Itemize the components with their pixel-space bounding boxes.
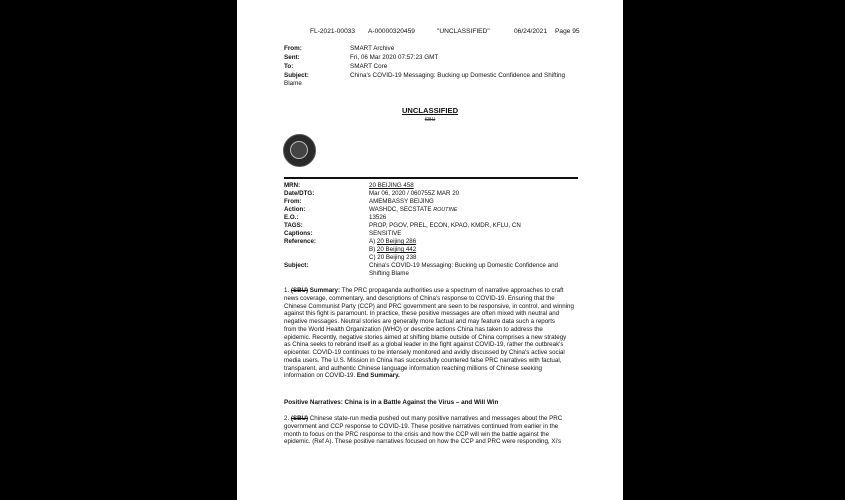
email-to-label: To:: [284, 63, 294, 70]
summary-line: against this fight is paramount. In practice, these positive messages are often mixed with neutral and: [284, 310, 560, 318]
email-from-label: From:: [284, 45, 302, 52]
subject-line1: China's COVID-19 Messaging: Bucking up Domestic Confidence and: [369, 262, 558, 269]
para2-line: epidemic. (Ref A). These positive narratives focused on how the CCP and PRC were responding, Xi's: [284, 438, 562, 446]
email-from-value: SMART Archive: [350, 45, 395, 52]
state-department-seal-icon: [283, 134, 316, 167]
reference-c: C) 20 Beijing 238: [369, 254, 417, 261]
summary-line: transparent, and authentic Chinese language information reaching millions of Chinese seeking: [284, 364, 542, 372]
header-date: 06/24/2021: [514, 28, 548, 35]
summary-line: negative messages. Neutral stories are generally more factual and may feature data such a reports: [284, 318, 556, 325]
unclassified-marking: UNCLASSIFIED: [401, 106, 459, 115]
subject-line2: Shifting Blame: [369, 270, 409, 277]
summary-line: epidemic. Recently, negative stories aimed at shifting blame outside of China comprises a new strategy: [284, 333, 567, 341]
date-label: Date/DTG:: [284, 190, 315, 197]
captions-label: Captions:: [284, 230, 313, 237]
action-value: WASHDC, SECSTATE ROUTINE: [369, 206, 458, 213]
email-subject-label: Subject:: [284, 72, 309, 79]
from-label: From:: [284, 198, 302, 205]
summary-line: from the World Health Organization (WHO) or describe actions China has taken to address the: [284, 325, 543, 333]
date-value: Mar 06, 2020 / 060755Z MAR 20: [369, 190, 460, 197]
eo-label: E.O.:: [284, 214, 299, 221]
action-label: Action:: [284, 206, 306, 213]
summary-paragraph: [284, 287, 580, 380]
tags-value: PROP, PGOV, PREL, ECON, KPAO, KMDR, KFLU, CN: [369, 222, 521, 229]
sbu-marking: SBU: [424, 117, 436, 123]
summary-line: information on COVID-19. End Summary.: [284, 372, 400, 380]
email-sent-value: Fri, 06 Mar 2020 07:57:23 GMT: [350, 54, 439, 61]
summary-line: epicenter. COVID-19 continues to be intensely monitored and avidly discussed by China's active social: [284, 349, 565, 356]
tags-label: TAGS:: [284, 222, 303, 229]
paragraph-2: [284, 415, 580, 446]
mrn-value[interactable]: 20 BEIJING 458: [369, 182, 414, 189]
summary-line: Chinese Communist Party (CCP) and PRC government are seen to be responsive, in control, and winning: [284, 302, 574, 310]
para2-line: 2. (SBU) Chinese state-run media pushed out many positive narratives and messages about the PRC: [284, 415, 563, 422]
reference-label: Reference:: [284, 238, 316, 245]
captions-value: SENSITIVE: [369, 230, 402, 237]
reference-b[interactable]: B) 20 Beijing 442: [369, 246, 417, 253]
email-sent-label: Sent:: [284, 54, 300, 61]
summary-line: news coverage, commentary, and descriptions of China's response to COVID-19. Ensuring that the: [284, 294, 555, 302]
para2-line: month to focus on the PRC response to the crisis and how the CCP will win the battle against the: [284, 430, 550, 438]
document-page: [237, 0, 623, 500]
email-subject-line1: China's COVID-19 Messaging: Bucking up Domestic Confidence and Shifting: [350, 72, 566, 79]
email-to-value: SMART Core: [350, 63, 388, 70]
summary-line: media users. The U.S. Mission in China has successfully countered false PRC narratives with factual,: [284, 356, 562, 364]
para2-line: government and CCP response to COVID-19. These positive narratives continued from earlier in the: [284, 422, 559, 430]
from-value: AMEMBASSY BEIJING: [369, 198, 434, 205]
doc-number: FL-2021-00033: [310, 28, 356, 35]
ref-number: A-00000320459: [368, 28, 415, 35]
summary-line: as China seeks to rebrand itself as a global leader in the fight against COVID-19, rather the outbreak's: [284, 341, 564, 349]
header-classification: "UNCLASSIFIED": [437, 28, 490, 35]
summary-line: 1. (SBU) Summary: The PRC propaganda authorities use a spectrum of narrative approaches to craft: [284, 287, 564, 294]
divider-rule: [284, 177, 578, 179]
email-subject-line2: Blame: [284, 80, 302, 87]
page-number: Page 95: [555, 28, 580, 35]
section-heading: Positive Narratives: China is in a Battle Against the Virus – and Will Win: [284, 399, 499, 406]
mrn-label: MRN:: [284, 182, 301, 189]
reference-a[interactable]: A) 20 Beijing 286: [369, 238, 417, 245]
eo-value: 13526: [369, 214, 387, 221]
subject-label: Subject:: [284, 262, 309, 269]
